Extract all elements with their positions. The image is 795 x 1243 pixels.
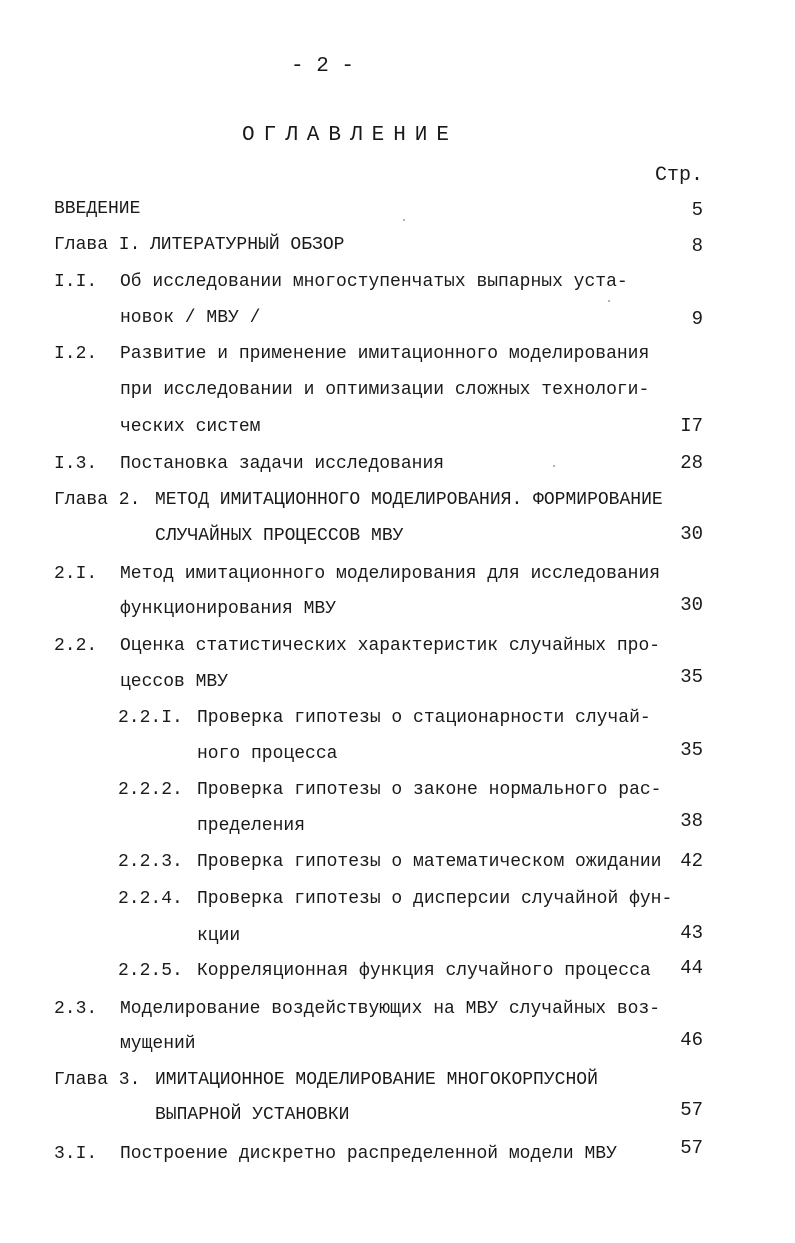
toc-entry-text: МЕТОД ИМИТАЦИОННОГО МОДЕЛИРОВАНИЯ. ФОРМИРОВАНИЕ: [155, 490, 663, 510]
toc-entry-text: ческих систем: [120, 417, 261, 437]
page-column-label: Стр.: [654, 164, 703, 187]
toc-entry-page: 46: [680, 1029, 703, 1051]
toc-entry-text: при исследовании и оптимизации сложных технологи-: [120, 380, 650, 400]
toc-entry-number: 2.2.: [54, 636, 98, 656]
toc-entry-number: Глава 2.: [54, 490, 141, 510]
toc-entry-page: 44: [680, 957, 703, 979]
toc-entry-text: Построение дискретно распределенной модели МВУ: [120, 1144, 617, 1164]
toc-entry-number: 2.I.: [54, 564, 98, 584]
toc-entry-page: 35: [680, 739, 703, 761]
toc-entry-number: I.3.: [54, 454, 98, 474]
toc-entry-number: 2.3.: [54, 999, 98, 1019]
toc-entry-text: Проверка гипотезы о стационарности случай-: [197, 708, 651, 728]
toc-entry-number: 3.I.: [54, 1144, 98, 1164]
toc-entry-text: ЛИТЕРАТУРНЫЙ ОБЗОР: [150, 235, 345, 255]
toc-entry-text: новок / МВУ /: [120, 308, 261, 328]
toc-entry-text: Проверка гипотезы о законе нормального рас-: [197, 780, 662, 800]
toc-entry-number: I.2.: [54, 344, 98, 364]
toc-entry-text: ного процесса: [197, 744, 338, 764]
toc-entry-page: 38: [680, 810, 703, 832]
toc-entry-text: ВЫПАРНОЙ УСТАНОВКИ: [155, 1105, 350, 1125]
toc-entry-text: мущений: [120, 1034, 196, 1054]
toc-entry-text: функционирования МВУ: [120, 599, 337, 619]
toc-title: ОГЛАВЛЕНИЕ: [241, 124, 459, 147]
toc-entry-page: 28: [680, 452, 703, 474]
toc-entry-text: цессов МВУ: [120, 672, 229, 692]
toc-entry-page: 43: [680, 922, 703, 944]
toc-entry-page: 30: [680, 594, 703, 616]
toc-entry-page: 57: [680, 1099, 703, 1121]
toc-entry-text: Оценка статистических характеристик случайных про-: [120, 636, 661, 656]
toc-entry-text: кции: [197, 926, 241, 946]
toc-entry-text: Корреляционная функция случайного процесса: [197, 961, 651, 981]
toc-entry-number: 2.2.3.: [118, 852, 183, 872]
toc-entry-text: Метод имитационного моделирования для исследования: [120, 564, 661, 584]
toc-entry-page: I7: [680, 415, 703, 437]
toc-entry-text: ИМИТАЦИОННОЕ МОДЕЛИРОВАНИЕ МНОГОКОРПУСНОЙ: [155, 1070, 598, 1090]
toc-entry-text: Проверка гипотезы о дисперсии случайной фун-: [197, 889, 673, 909]
toc-entry-page: 30: [680, 523, 703, 545]
toc-entry-number: 2.2.I.: [118, 708, 183, 728]
scan-speck: [403, 219, 405, 221]
toc-entry-text: Проверка гипотезы о математическом ожидании: [197, 852, 662, 872]
toc-entry-page: 5: [691, 199, 703, 221]
toc-entry-number: 2.2.2.: [118, 780, 183, 800]
scan-speck: [608, 300, 610, 302]
scan-speck: [553, 465, 555, 467]
toc-entry-text: Постановка задачи исследования: [120, 454, 445, 474]
toc-entry-page: 9: [691, 308, 703, 330]
toc-entry-number: 2.2.5.: [118, 961, 183, 981]
toc-entry-text: Развитие и применение имитационного моделирования: [120, 344, 650, 364]
toc-entry-text: ВВЕДЕНИЕ: [54, 199, 141, 219]
toc-entry-number: 2.2.4.: [118, 889, 183, 909]
toc-entry-number: Глава I.: [54, 235, 141, 255]
toc-entry-text: Об исследовании многоступенчатых выпарных уста-: [120, 272, 628, 292]
toc-entry-page: 42: [680, 850, 703, 872]
toc-entry-number: Глава 3.: [54, 1070, 141, 1090]
toc-entry-text: пределения: [197, 816, 306, 836]
page-number: - 2 -: [290, 55, 354, 78]
toc-entry-text: СЛУЧАЙНЫХ ПРОЦЕССОВ МВУ: [155, 526, 404, 546]
toc-entry-page: 8: [691, 235, 703, 257]
toc-entry-number: I.I.: [54, 272, 98, 292]
toc-entry-text: Моделирование воздействующих на МВУ случайных воз-: [120, 999, 661, 1019]
toc-entry-page: 57: [680, 1137, 703, 1159]
toc-entry-page: 35: [680, 666, 703, 688]
